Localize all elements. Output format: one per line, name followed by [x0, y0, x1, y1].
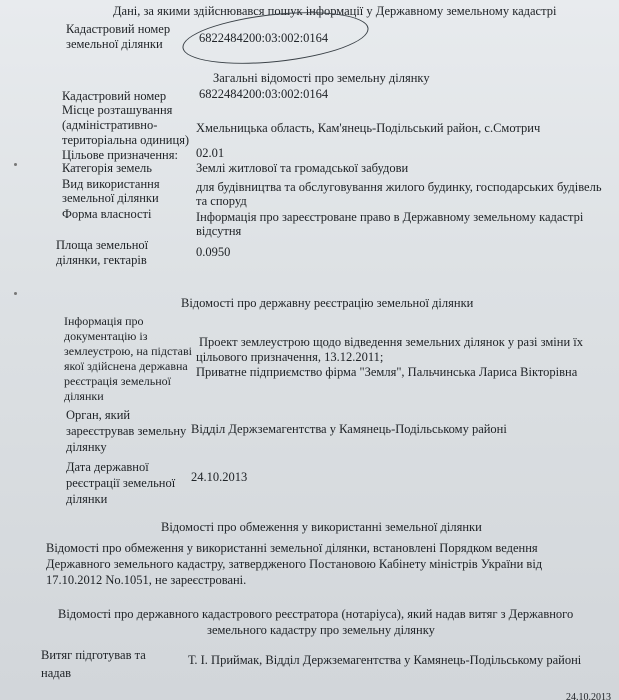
area-label-2: ділянки, гектарів — [56, 253, 147, 267]
date-value: 24.10.2013 — [191, 470, 248, 484]
prepared-label-1: Витяг підготував та — [41, 648, 146, 662]
location-label-1: Місце розташування — [62, 103, 173, 117]
date-label-2: реєстрації земельної — [66, 476, 176, 490]
area-value: 0.0950 — [196, 245, 231, 259]
date-label-3: ділянки — [66, 492, 108, 506]
doc-label-4: якої здійснена державна — [64, 359, 188, 373]
doc-label-2: документацію із — [64, 329, 148, 343]
binding-hole-top — [14, 163, 17, 166]
restrictions-text-3: 17.10.2012 No.1051, не зареєстровані. — [46, 573, 247, 587]
search-label-line2: земельної ділянки — [66, 37, 163, 51]
prepared-label-2: надав — [41, 666, 72, 680]
doc-value-1: Проект землеустрою щодо відведення земельних ділянок у разі зміни їх — [199, 335, 584, 349]
restrictions-title: Відомості про обмеження у використанні земельної ділянки — [161, 520, 482, 534]
search-heading: Дані, за якими здійснювався пошук інформації у Державному земельному кадастрі — [113, 4, 557, 18]
organ-label-1: Орган, який — [66, 408, 131, 422]
purpose-value: 02.01 — [196, 146, 225, 160]
registrar-title-2: земельного кадастру про земельну ділянку — [207, 623, 435, 637]
corner-date: 24.10.2013 — [566, 692, 611, 700]
category-value: Землі житлової та громадської забудови — [196, 161, 409, 175]
use-label-1: Вид використання — [62, 177, 160, 191]
doc-label-1: Інформація про — [64, 314, 144, 328]
doc-value-3: Приватне підприємство фірма "Земля", Пальчинська Лариса Вікторівна — [196, 365, 578, 379]
date-label-1: Дата державної — [66, 460, 149, 474]
general-title: Загальні відомості про земельну ділянку — [213, 71, 430, 85]
binding-hole-bottom — [14, 292, 17, 295]
registration-title: Відомості про державну реєстрацію земельної ділянки — [181, 296, 474, 310]
organ-label-2: зареєстрував земельну — [66, 424, 187, 438]
ownership-value-1: Інформація про зареєстроване право в Державному земельному кадастрі — [196, 210, 584, 224]
ownership-label: Форма власності — [62, 207, 152, 221]
doc-label-5: реєстрація земельної — [64, 374, 171, 388]
prepared-value: Т. І. Приймак, Відділ Держземагентства у Камянець-Подільському районі — [188, 653, 582, 667]
organ-value: Відділ Держземагентства у Камянець-Подільському районі — [191, 422, 507, 436]
restrictions-text-2: Державного земельного кадастру, затвердженого Постановою Кабінету міністрів України від — [46, 557, 543, 571]
doc-value-2: цільового призначення, 13.12.2011; — [196, 350, 384, 364]
restrictions-text-1: Відомості про обмеження у використанні земельної ділянки, встановлені Порядком ведення — [46, 541, 538, 555]
location-label-2: (адміністративно- — [62, 118, 158, 132]
purpose-label: Цільове призначення: — [62, 148, 178, 162]
area-label-1: Площа земельної — [56, 238, 149, 252]
use-value-1: для будівництва та обслуговування жилого будинку, господарських будівель — [196, 180, 602, 194]
cadastral-value: 6822484200:03:002:0164 — [199, 87, 329, 101]
search-cadastral-number: 6822484200:03:002:0164 — [199, 31, 329, 45]
location-value: Хмельницька область, Кам'янець-Подільський район, с.Смотрич — [196, 121, 541, 135]
location-label-3: територіальна одиниця) — [62, 133, 190, 147]
search-label-line1: Кадастровий номер — [66, 22, 171, 36]
ownership-value-2: відсутня — [196, 224, 242, 238]
organ-label-3: ділянку — [66, 440, 107, 454]
cadastral-label: Кадастровий номер — [62, 89, 167, 103]
registrar-title-1: Відомості про державного кадастрового реєстратора (нотаріуса), який надав витяг з Державного — [58, 607, 574, 621]
use-label-2: земельної ділянки — [62, 191, 159, 205]
doc-label-6: ділянки — [64, 389, 104, 403]
use-value-2: та споруд — [196, 194, 247, 208]
doc-label-3: землеустрою, на підставі — [64, 344, 193, 358]
category-label: Категорія земель — [62, 161, 152, 175]
